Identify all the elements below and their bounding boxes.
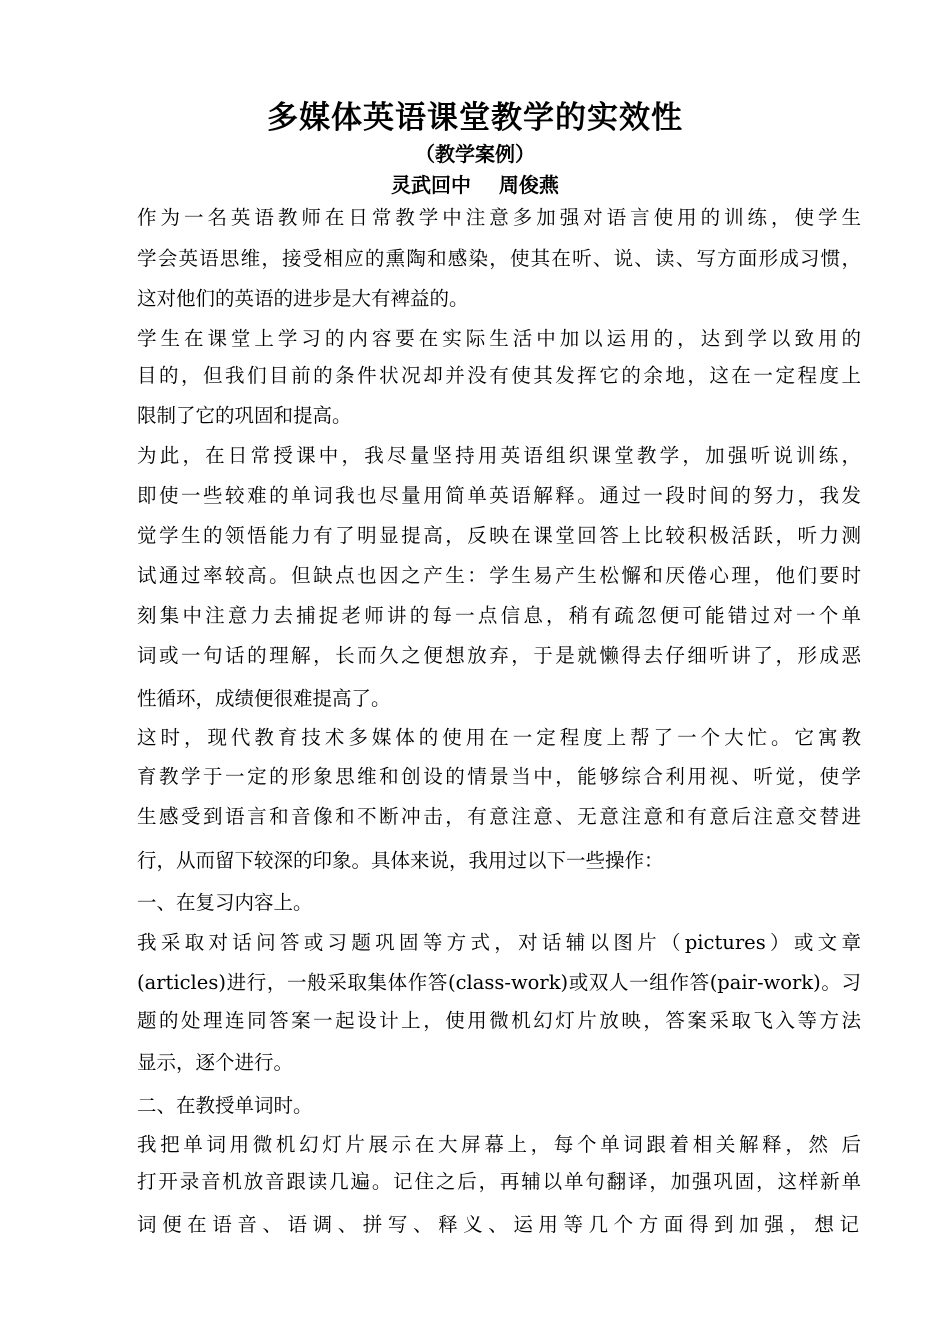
text-line: 觉学生的领悟能力有了明显提高，反映在课堂回答上比较积极活跃，听力测 bbox=[137, 524, 861, 547]
text-line: 显示，逐个进行。 bbox=[137, 1051, 294, 1074]
text-line: 行，从而留下较深的印象。具体来说，我用过以下一些操作： bbox=[137, 849, 664, 872]
text-line: 育教学于一定的形象思维和创设的情景当中，能够综合利用视、听觉，使学 bbox=[137, 765, 861, 788]
text-line: 限制了它的巩固和提高。 bbox=[137, 404, 352, 427]
text-line: 为此，在日常授课中，我尽量坚持用英语组织课堂教学，加强听说训练， bbox=[137, 444, 861, 467]
text-line: 词或一句话的理解，长而久之便想放弃，于是就懒得去仔细听讲了，形成恶 bbox=[137, 644, 861, 667]
text-line: 性循环，成绩便很难提高了。 bbox=[137, 687, 391, 710]
text-line: 学生在课堂上学习的内容要在实际生活中加以运用的，达到学以致用的 bbox=[137, 327, 861, 350]
text-line: (articles)进行，一般采取集体作答(class-work)或双人一组作答(pair-work)。习 bbox=[137, 971, 861, 994]
text-line: 作为一名英语教师在日常教学中注意多加强对语言使用的训练，使学生 bbox=[137, 206, 861, 229]
section-heading: 二、在教授单词时。 bbox=[137, 1094, 313, 1117]
text-line: 试通过率较高。但缺点也因之产生：学生易产生松懈和厌倦心理，他们要时 bbox=[137, 564, 861, 587]
text-line: 词便在语音、语调、拼写、释义、运用等几个方面得到加强，想记 bbox=[137, 1213, 861, 1236]
text-line: 刻集中注意力去捕捉老师讲的每一点信息，稍有疏忽便可能错过对一个单 bbox=[137, 604, 861, 627]
text-line: 即使一些较难的单词我也尽量用简单英语解释。通过一段时间的努力，我发 bbox=[137, 484, 861, 507]
text-line: 我把单词用微机幻灯片展示在大屏幕上，每个单词跟着相关解释，然 后 bbox=[137, 1133, 861, 1156]
document-title: 多媒体英语课堂教学的实效性 bbox=[267, 100, 683, 136]
text-line: 题的处理连同答案一起设计上，使用微机幻灯片放映，答案采取飞入等方法 bbox=[137, 1009, 861, 1032]
section-heading: 一、在复习内容上。 bbox=[137, 891, 313, 914]
text-line: 打开录音机放音跟读几遍。记住之后，再辅以单句翻译，加强巩固，这样新单 bbox=[137, 1170, 861, 1193]
document-author: 灵武回中 周俊燕 bbox=[391, 173, 559, 197]
text-line: 目的，但我们目前的条件状况却并没有使其发挥它的余地，这在一定程度上 bbox=[137, 364, 861, 387]
text-line: 学会英语思维，接受相应的熏陶和感染，使其在听、说、读、写方面形成习惯， bbox=[137, 247, 861, 270]
text-line: 这时，现代教育技术多媒体的使用在一定程度上帮了一个大忙。它寓教 bbox=[137, 726, 861, 749]
text-line: 生感受到语言和音像和不断冲击，有意注意、无意注意和有意后注意交替进 bbox=[137, 805, 861, 828]
text-line: 我采取对话问答或习题巩固等方式，对话辅以图片（pictures）或文章 bbox=[137, 931, 861, 954]
text-line: 这对他们的英语的进步是大有裨益的。 bbox=[137, 287, 469, 310]
document-subtitle: （教学案例） bbox=[415, 142, 535, 166]
